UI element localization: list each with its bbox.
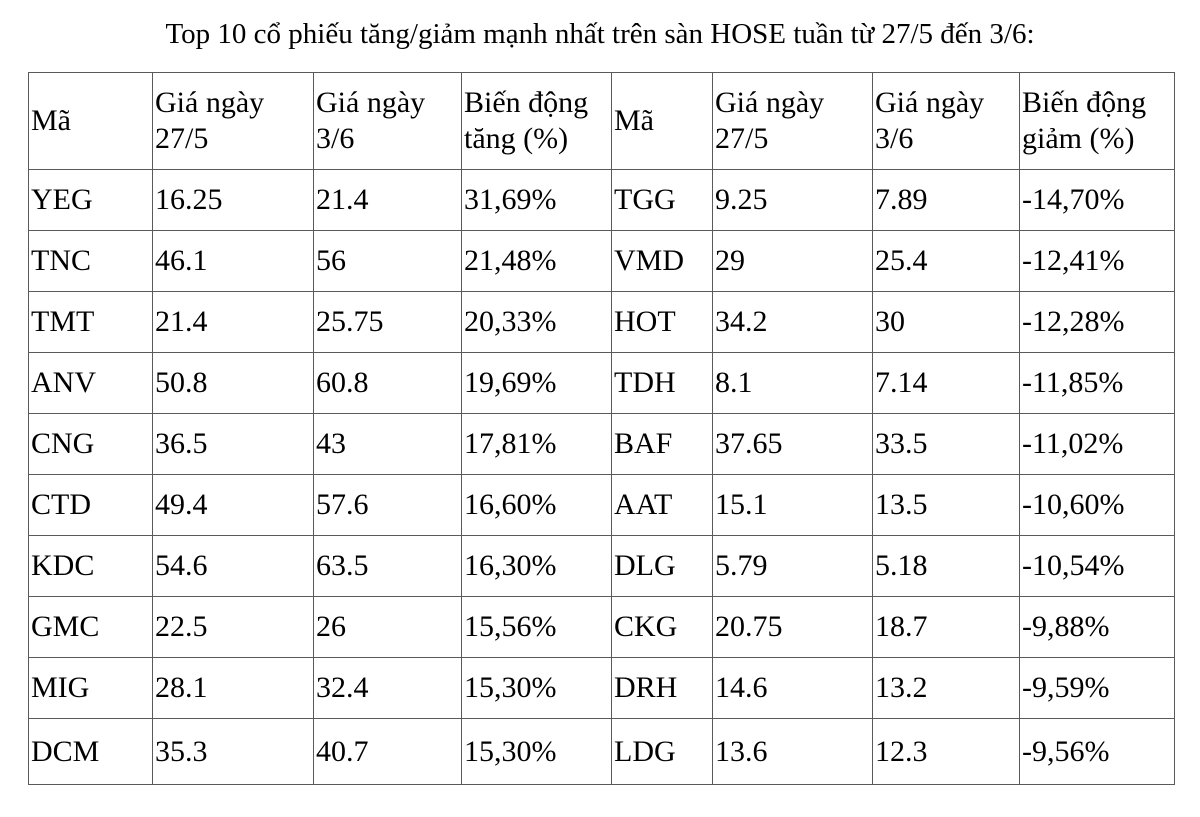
header-change-up: Biến động tăng (%) — [462, 73, 612, 170]
document-title: Top 10 cổ phiếu tăng/giảm mạnh nhất trên sàn HOSE tuần từ 27/5 đến 3/6: — [165, 18, 1035, 50]
table-row — [29, 719, 1175, 785]
loser-price-3-6-cell: 18.7 — [873, 597, 1020, 658]
gainer-price-27-5-cell: 49.4 — [153, 475, 314, 536]
table-header-row — [29, 73, 1175, 170]
loser-price-27-5-cell: 9.25 — [713, 170, 873, 231]
loser-code-cell: TGG — [612, 170, 713, 231]
loser-change-cell: -9,88% — [1020, 597, 1175, 658]
gainer-change-cell: 15,30% — [462, 719, 612, 785]
gainer-price-3-6-cell: 26 — [314, 597, 462, 658]
loser-code-cell: TDH — [612, 353, 713, 414]
gainer-price-3-6-cell: 57.6 — [314, 475, 462, 536]
loser-price-3-6-cell: 7.89 — [873, 170, 1020, 231]
gainer-code-cell: TNC — [29, 231, 153, 292]
loser-change-cell: -9,56% — [1020, 719, 1175, 785]
gainer-price-3-6-cell: 63.5 — [314, 536, 462, 597]
gainer-change-cell: 15,56% — [462, 597, 612, 658]
gainer-price-3-6-cell: 60.8 — [314, 353, 462, 414]
header-price-27-5-losers: Giá ngày 27/5 — [713, 73, 873, 170]
gainer-change-cell: 16,30% — [462, 536, 612, 597]
loser-price-27-5-cell: 14.6 — [713, 658, 873, 719]
loser-price-27-5-cell: 15.1 — [713, 475, 873, 536]
loser-price-27-5-cell: 20.75 — [713, 597, 873, 658]
gainer-price-27-5-cell: 36.5 — [153, 414, 314, 475]
loser-price-27-5-cell: 37.65 — [713, 414, 873, 475]
gainer-price-27-5-cell: 21.4 — [153, 292, 314, 353]
table-row — [29, 292, 1175, 353]
header-change-down: Biến động giảm (%) — [1020, 73, 1175, 170]
gainer-price-27-5-cell: 22.5 — [153, 597, 314, 658]
loser-code-cell: HOT — [612, 292, 713, 353]
gainer-code-cell: GMC — [29, 597, 153, 658]
gainer-price-27-5-cell: 35.3 — [153, 719, 314, 785]
gainer-code-cell: TMT — [29, 292, 153, 353]
gainer-change-cell: 19,69% — [462, 353, 612, 414]
loser-change-cell: -11,02% — [1020, 414, 1175, 475]
gainer-change-cell: 16,60% — [462, 475, 612, 536]
gainer-price-3-6-cell: 25.75 — [314, 292, 462, 353]
loser-change-cell: -9,59% — [1020, 658, 1175, 719]
loser-price-3-6-cell: 25.4 — [873, 231, 1020, 292]
loser-change-cell: -10,54% — [1020, 536, 1175, 597]
gainer-code-cell: ANV — [29, 353, 153, 414]
loser-price-3-6-cell: 30 — [873, 292, 1020, 353]
loser-price-3-6-cell: 33.5 — [873, 414, 1020, 475]
table-row — [29, 353, 1175, 414]
loser-price-27-5-cell: 5.79 — [713, 536, 873, 597]
loser-change-cell: -12,28% — [1020, 292, 1175, 353]
loser-code-cell: CKG — [612, 597, 713, 658]
loser-code-cell: DRH — [612, 658, 713, 719]
gainer-change-cell: 17,81% — [462, 414, 612, 475]
gainer-price-3-6-cell: 40.7 — [314, 719, 462, 785]
loser-change-cell: -11,85% — [1020, 353, 1175, 414]
gainer-price-27-5-cell: 28.1 — [153, 658, 314, 719]
loser-price-3-6-cell: 13.5 — [873, 475, 1020, 536]
loser-code-cell: VMD — [612, 231, 713, 292]
gainer-code-cell: YEG — [29, 170, 153, 231]
table-row — [29, 658, 1175, 719]
gainer-change-cell: 31,69% — [462, 170, 612, 231]
loser-price-27-5-cell: 8.1 — [713, 353, 873, 414]
gainer-code-cell: CNG — [29, 414, 153, 475]
loser-price-3-6-cell: 7.14 — [873, 353, 1020, 414]
gainer-code-cell: DCM — [29, 719, 153, 785]
gainer-change-cell: 20,33% — [462, 292, 612, 353]
gainer-code-cell: KDC — [29, 536, 153, 597]
table-row — [29, 170, 1175, 231]
loser-price-27-5-cell: 29 — [713, 231, 873, 292]
table-row — [29, 597, 1175, 658]
gainer-code-cell: MIG — [29, 658, 153, 719]
loser-code-cell: BAF — [612, 414, 713, 475]
gainer-price-3-6-cell: 43 — [314, 414, 462, 475]
loser-code-cell: AAT — [612, 475, 713, 536]
gainer-price-3-6-cell: 21.4 — [314, 170, 462, 231]
table-row — [29, 475, 1175, 536]
table-row — [29, 414, 1175, 475]
gainer-price-3-6-cell: 56 — [314, 231, 462, 292]
gainer-code-cell: CTD — [29, 475, 153, 536]
loser-price-3-6-cell: 5.18 — [873, 536, 1020, 597]
gainer-change-cell: 21,48% — [462, 231, 612, 292]
header-code-gainers: Mã — [29, 73, 153, 170]
gainer-price-27-5-cell: 16.25 — [153, 170, 314, 231]
gainer-price-27-5-cell: 54.6 — [153, 536, 314, 597]
loser-code-cell: DLG — [612, 536, 713, 597]
stock-movers-table — [28, 72, 1175, 785]
gainer-change-cell: 15,30% — [462, 658, 612, 719]
loser-change-cell: -10,60% — [1020, 475, 1175, 536]
loser-price-3-6-cell: 13.2 — [873, 658, 1020, 719]
loser-code-cell: LDG — [612, 719, 713, 785]
loser-price-3-6-cell: 12.3 — [873, 719, 1020, 785]
loser-price-27-5-cell: 13.6 — [713, 719, 873, 785]
gainer-price-3-6-cell: 32.4 — [314, 658, 462, 719]
loser-price-27-5-cell: 34.2 — [713, 292, 873, 353]
loser-change-cell: -12,41% — [1020, 231, 1175, 292]
header-price-27-5-gainers: Giá ngày 27/5 — [153, 73, 314, 170]
header-price-3-6-gainers: Giá ngày 3/6 — [314, 73, 462, 170]
table-row — [29, 231, 1175, 292]
gainer-price-27-5-cell: 46.1 — [153, 231, 314, 292]
loser-change-cell: -14,70% — [1020, 170, 1175, 231]
table-row — [29, 536, 1175, 597]
header-price-3-6-losers: Giá ngày 3/6 — [873, 73, 1020, 170]
header-code-losers: Mã — [612, 73, 713, 170]
gainer-price-27-5-cell: 50.8 — [153, 353, 314, 414]
